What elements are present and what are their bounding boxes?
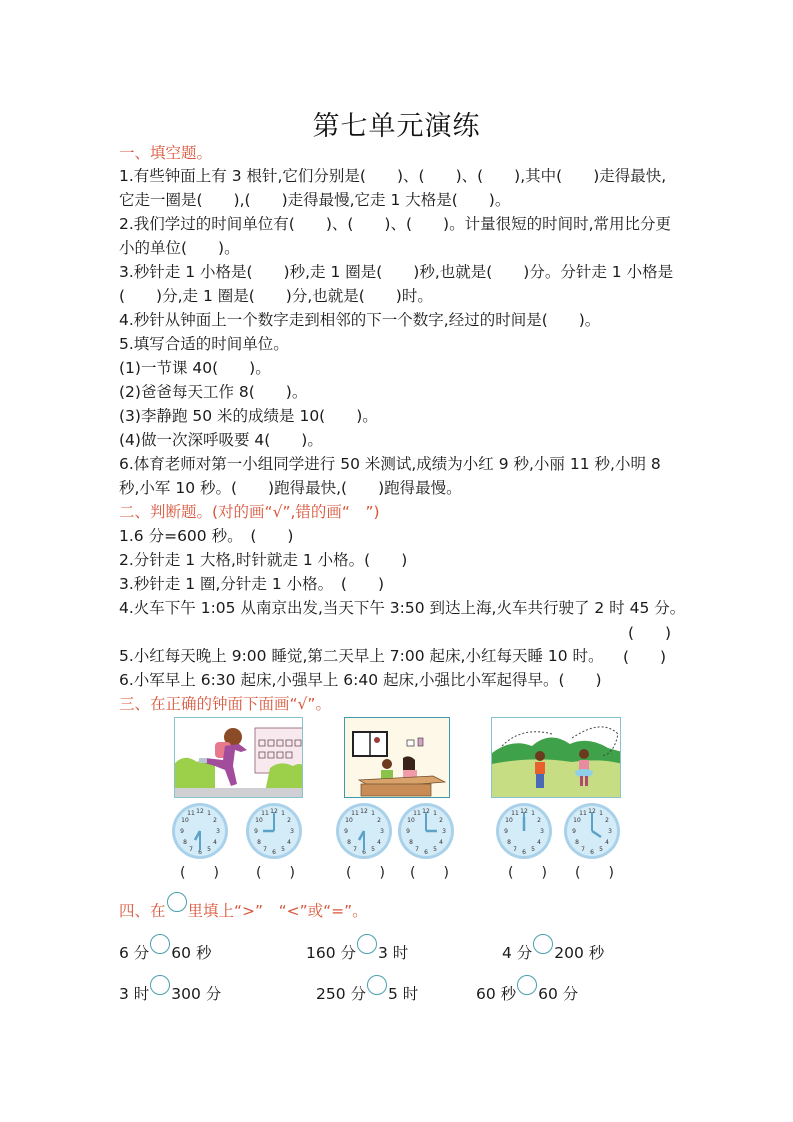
classroom-illustration <box>345 718 450 798</box>
svg-text:10: 10 <box>255 817 263 824</box>
judge-line: 1.6 分=600 秒。 ( ) <box>119 527 294 545</box>
svg-text:10: 10 <box>407 817 415 824</box>
svg-text:11: 11 <box>511 810 519 817</box>
compare-left: 250 分 <box>316 985 367 1003</box>
section4-heading-pre: 四、在 <box>119 902 166 920</box>
clock-9-00 <box>245 802 303 860</box>
compare-right: 60 秒 <box>171 944 212 962</box>
svg-text:8: 8 <box>575 839 579 846</box>
svg-text:12: 12 <box>588 808 596 815</box>
question-line: 秒,小军 10 秒。( )跑得最快,( )跑得最慢。 <box>119 479 462 497</box>
svg-text:2: 2 <box>537 817 541 824</box>
svg-text:7: 7 <box>189 846 193 853</box>
svg-text:7: 7 <box>353 846 357 853</box>
compare-item <box>316 975 418 1004</box>
svg-text:4: 4 <box>605 839 609 846</box>
svg-text:9: 9 <box>406 828 410 835</box>
question-line: 3.秒针走 1 小格是( )秒,走 1 圈是( )秒,也就是( )分。分针走 1 小格是 <box>119 263 674 281</box>
svg-text:1: 1 <box>599 810 603 817</box>
question-line: 6.体育老师对第一小组同学进行 50 米测试,成绩为小红 9 秒,小丽 11 秒,小明 8 <box>119 455 661 473</box>
svg-text:7: 7 <box>581 846 585 853</box>
svg-text:1: 1 <box>433 810 437 817</box>
section4-heading-post: 里填上“>” “<”或“=”。 <box>187 902 368 920</box>
svg-text:10: 10 <box>573 817 581 824</box>
svg-text:1: 1 <box>207 810 211 817</box>
svg-text:10: 10 <box>345 817 353 824</box>
question-line: ( )分,走 1 圈是( )分,也就是( )时。 <box>119 287 433 305</box>
question-line: (2)爸爸每天工作 8( )。 <box>119 383 308 401</box>
answer-paren: ( ) <box>623 648 667 666</box>
svg-text:8: 8 <box>507 839 511 846</box>
svg-text:9: 9 <box>504 828 508 835</box>
compare-left: 60 秒 <box>476 985 517 1003</box>
compare-circle[interactable] <box>533 934 553 954</box>
picture-jump-rope <box>491 717 621 798</box>
compare-item <box>119 934 211 963</box>
question-line: 4.秒针从钟面上一个数字走到相邻的下一个数字,经过的时间是( )。 <box>119 311 601 329</box>
compare-right: 5 时 <box>388 985 419 1003</box>
svg-text:12: 12 <box>422 808 430 815</box>
section1-heading: 一、填空题。 <box>119 144 213 162</box>
judge-line: 6.小军早上 6:30 起床,小强早上 6:40 起床,小强比小军起得早。( ) <box>119 671 602 689</box>
svg-text:5: 5 <box>281 846 285 853</box>
compare-circle-icon <box>167 892 187 912</box>
question-line: (4)做一次深呼吸要 4( )。 <box>119 431 323 449</box>
judge-line: 5.小红每天晚上 9:00 睡觉,第二天早上 7:00 起床,小红每天睡 10 时。 <box>119 647 604 665</box>
section4-heading <box>119 892 368 922</box>
compare-left: 4 分 <box>502 944 533 962</box>
clock-3-00 <box>397 802 455 860</box>
boy-school-illustration <box>175 718 303 798</box>
svg-text:3: 3 <box>380 828 384 835</box>
svg-text:5: 5 <box>599 846 603 853</box>
compare-left: 160 分 <box>306 944 357 962</box>
section2-heading: 二、判断题。(对的画“√”,错的画“ ”) <box>119 503 380 521</box>
svg-text:8: 8 <box>347 839 351 846</box>
svg-text:9: 9 <box>572 828 576 835</box>
compare-left: 6 分 <box>119 944 150 962</box>
compare-left: 3 时 <box>119 985 150 1003</box>
svg-text:2: 2 <box>605 817 609 824</box>
compare-item <box>119 975 221 1004</box>
picture-classroom <box>344 717 450 798</box>
question-line: (1)一节课 40( )。 <box>119 359 271 377</box>
svg-text:7: 7 <box>513 846 517 853</box>
clock-answer-paren[interactable]: ( ) <box>410 865 449 881</box>
clock-7-30 <box>171 802 229 860</box>
svg-text:3: 3 <box>216 828 220 835</box>
compare-right: 300 分 <box>171 985 222 1003</box>
svg-text:11: 11 <box>579 810 587 817</box>
question-line: 小的单位( )。 <box>119 239 240 257</box>
picture-boy-school <box>174 717 303 798</box>
svg-text:7: 7 <box>263 846 267 853</box>
question-line: 2.我们学过的时间单位有( )、( )、( )。计量很短的时间时,常用比分更 <box>119 215 672 233</box>
jump-rope-illustration <box>492 718 621 798</box>
svg-text:11: 11 <box>261 810 269 817</box>
svg-text:5: 5 <box>207 846 211 853</box>
answer-paren: ( ) <box>628 624 672 642</box>
svg-text:4: 4 <box>537 839 541 846</box>
clock-answer-paren[interactable]: ( ) <box>508 865 547 881</box>
section3-heading: 三、在正确的钟面下面画“√”。 <box>119 695 331 713</box>
question-line: 它走一圈是( ),( )走得最慢,它走 1 大格是( )。 <box>119 191 511 209</box>
svg-text:5: 5 <box>433 846 437 853</box>
judge-line: 4.火车下午 1:05 从南京出发,当天下午 3:50 到达上海,火车共行驶了 2 时 45 分。 <box>119 599 686 617</box>
svg-text:12: 12 <box>360 808 368 815</box>
compare-circle[interactable] <box>367 975 387 995</box>
svg-text:2: 2 <box>287 817 291 824</box>
svg-text:8: 8 <box>257 839 261 846</box>
svg-text:9: 9 <box>344 828 348 835</box>
clock-7-30 <box>335 802 393 860</box>
question-line: (3)李静跑 50 米的成绩是 10( )。 <box>119 407 378 425</box>
svg-text:4: 4 <box>213 839 217 846</box>
clock-answer-paren[interactable]: ( ) <box>575 865 614 881</box>
svg-text:9: 9 <box>180 828 184 835</box>
svg-text:12: 12 <box>520 808 528 815</box>
svg-text:6: 6 <box>522 849 526 856</box>
svg-text:4: 4 <box>287 839 291 846</box>
svg-text:6: 6 <box>362 849 366 856</box>
svg-text:1: 1 <box>531 810 535 817</box>
svg-text:9: 9 <box>254 828 258 835</box>
svg-text:3: 3 <box>608 828 612 835</box>
svg-text:12: 12 <box>270 808 278 815</box>
svg-text:6: 6 <box>424 849 428 856</box>
svg-text:1: 1 <box>281 810 285 817</box>
compare-circle[interactable] <box>517 975 537 995</box>
svg-text:10: 10 <box>505 817 513 824</box>
clock-4-00 <box>563 802 621 860</box>
svg-text:4: 4 <box>439 839 443 846</box>
compare-circle[interactable] <box>150 975 170 995</box>
svg-text:6: 6 <box>272 849 276 856</box>
compare-item <box>502 934 604 963</box>
clock-answer-paren[interactable]: ( ) <box>180 865 219 881</box>
svg-text:6: 6 <box>198 849 202 856</box>
svg-text:7: 7 <box>415 846 419 853</box>
compare-item <box>306 934 408 963</box>
svg-text:10: 10 <box>181 817 189 824</box>
svg-text:8: 8 <box>183 839 187 846</box>
compare-item <box>476 975 578 1004</box>
svg-text:4: 4 <box>377 839 381 846</box>
compare-right: 200 秒 <box>554 944 605 962</box>
clock-answer-paren[interactable]: ( ) <box>256 865 295 881</box>
svg-text:3: 3 <box>540 828 544 835</box>
judge-line: 3.秒针走 1 圈,分针走 1 小格。 ( ) <box>119 575 384 593</box>
clock-answer-paren[interactable]: ( ) <box>346 865 385 881</box>
svg-text:2: 2 <box>213 817 217 824</box>
svg-text:6: 6 <box>590 849 594 856</box>
svg-text:11: 11 <box>187 810 195 817</box>
svg-text:11: 11 <box>413 810 421 817</box>
svg-text:5: 5 <box>531 846 535 853</box>
svg-text:2: 2 <box>439 817 443 824</box>
svg-text:8: 8 <box>409 839 413 846</box>
compare-right: 3 时 <box>378 944 409 962</box>
svg-text:12: 12 <box>196 808 204 815</box>
clock-12-00 <box>495 802 553 860</box>
compare-circle[interactable] <box>357 934 377 954</box>
judge-line: 2.分针走 1 大格,时针就走 1 小格。( ) <box>119 551 408 569</box>
question-line: 5.填写合适的时间单位。 <box>119 335 289 353</box>
page-title: 第七单元演练 <box>312 111 481 142</box>
svg-text:3: 3 <box>442 828 446 835</box>
svg-text:1: 1 <box>371 810 375 817</box>
svg-text:3: 3 <box>290 828 294 835</box>
compare-circle[interactable] <box>150 934 170 954</box>
question-line: 1.有些钟面上有 3 根针,它们分别是( )、( )、( ),其中( )走得最快, <box>119 167 667 185</box>
svg-text:5: 5 <box>371 846 375 853</box>
compare-right: 60 分 <box>538 985 579 1003</box>
svg-text:11: 11 <box>351 810 359 817</box>
svg-text:2: 2 <box>377 817 381 824</box>
